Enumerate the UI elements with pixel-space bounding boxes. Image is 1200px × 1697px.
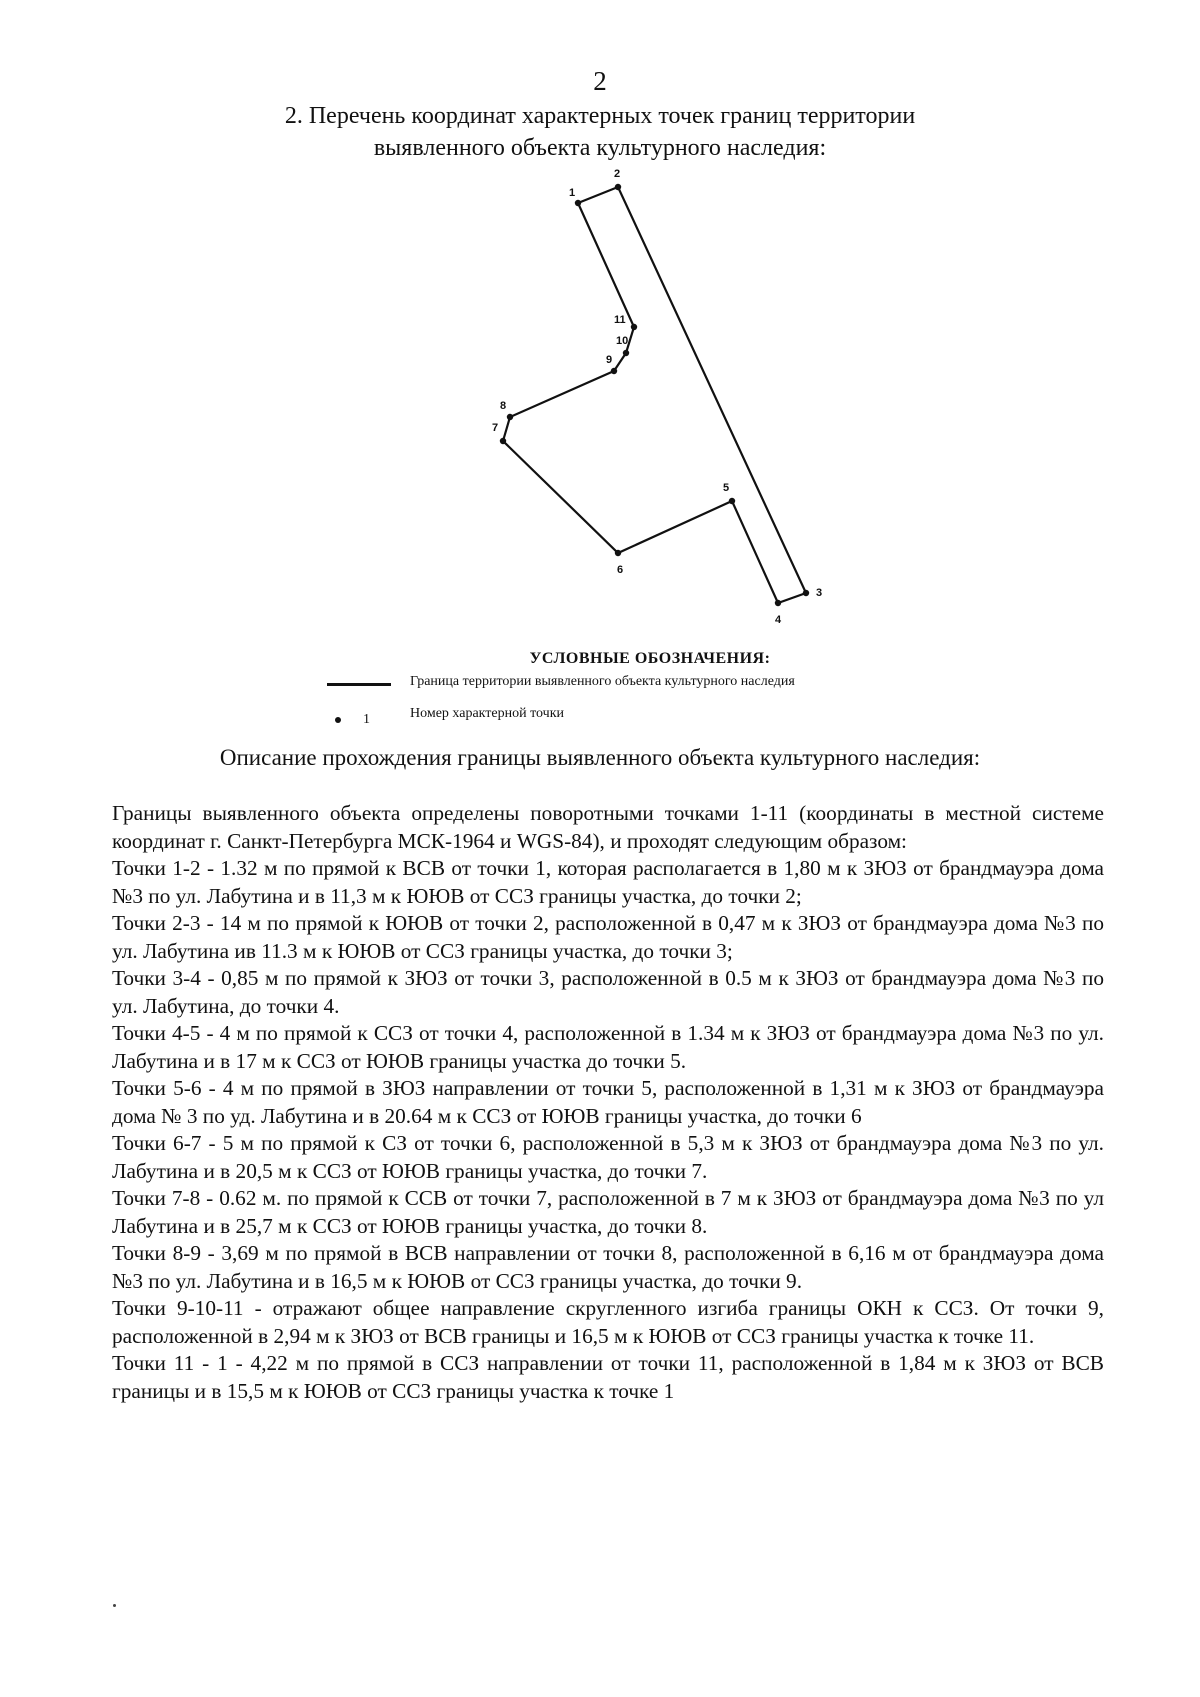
boundary-point-dot [615,184,621,190]
boundary-line [503,187,806,603]
boundary-point-label: 5 [723,482,730,494]
legend-boundary-symbol [327,683,391,686]
boundary-point-label: 7 [492,422,499,434]
page-number: 2 [593,66,607,96]
description-paragraph: Точки 7-8 - 0.62 м. по прямой к ССВ от точки 7, расположенной в 7 м к ЗЮЗ от брандмауэра дома №3 по ул Лабутина и в 25,7 м к ССЗ от ЮЮВ границы участка, до точки 8. [112,1186,1104,1238]
boundary-point-dot [803,590,809,596]
legend-point-symbol [335,712,370,728]
legend-boundary-label: Граница территории выявленного объекта культурного наследия [410,674,795,689]
description-paragraph: Точки 3-4 - 0,85 м по прямой к ЗЮЗ от точки 3, расположенной в 0.5 м к ЗЮЗ от брандмауэра дома №3 по ул. Лабутина, до точки 4. [112,966,1104,1018]
boundary-points [492,168,822,626]
boundary-point-dot [611,368,617,374]
description-title: Описание прохождения границы выявленного объекта культурного наследия: [219,745,981,770]
legend-point-number: 1 [363,712,370,727]
heading-line-1: 2. Перечень координат характерных точек границ территории [284,103,916,129]
boundary-point-label: 10 [616,335,629,347]
description-paragraph: Точки 5-6 - 4 м по прямой в ЗЮЗ направлении от точки 5, расположенной в 1,31 м к ЗЮЗ от брандмауэра дома № 3 по уд. Лабутина и в 20.64 м к ССЗ от ЮЮВ границы участка, до точки 6 [112,1076,1104,1128]
boundary-point-label: 2 [614,168,621,180]
boundary-point-label: 3 [816,587,823,599]
description-paragraph: Точки 11 - 1 - 4,22 м по прямой в ССЗ направлении от точки 11, расположенной в 1,84 м к ЗЮЗ от ВСВ границы и в 15,5 м к ЮЮВ от ССЗ границы участка к точке 1 [112,1351,1104,1403]
description-paragraph: Точки 1-2 - 1.32 м по прямой к ВСВ от точки 1, которая располагается в 1,80 м к ЗЮЗ от брандмауэра дома №3 по ул. Лабутина и в 11,3 м к ЮЮВ от ССЗ границы участка, до точки 2; [112,856,1104,908]
description-paragraph: Точки 4-5 - 4 м по прямой к ССЗ от точки 4, расположенной в 1.34 м к ЗЮЗ от брандмауэра дома №3 по ул. Лабутина и в 17 м к ССЗ от ЮЮВ границы участка до точки 5. [112,1021,1104,1073]
description-paragraph: Точки 9-10-11 - отражают общее направление скругленного изгиба границы ОКН к ССЗ. От точки 9, расположенной в 2,94 м к ЗЮЗ от ВСВ границы и 16,5 м к ЮЮВ от ССЗ границы участка к точке 11. [112,1296,1104,1348]
legend-point-label: Номер характерной точки [410,706,564,721]
legend-point-dot [335,717,341,723]
boundary-point-dot [615,550,621,556]
boundary-point-dot [775,600,781,606]
boundary-point-label: 9 [606,354,613,366]
heading-line-2: выявленного объекта культурного наследия: [373,135,827,161]
boundary-point-dot [623,350,629,356]
description-paragraph: Точки 2-3 - 14 м по прямой к ЮЮВ от точки 2, расположенной в 0,47 м к ЗЮЗ от брандмауэра дома №3 по ул. Лабутина ив 11.3 м к ЮЮВ от ССЗ границы участка, до точки 3; [112,911,1104,963]
boundary-point-label: 11 [614,314,626,326]
boundary-plan [0,0,1200,640]
description-paragraph: Точки 6-7 - 5 м по прямой к СЗ от точки 6, расположенной в 5,3 м к ЗЮЗ от брандмауэра дома №3 по ул. Лабутина и в 20,5 м к ССЗ от ЮЮВ границы участка, до точки 7. [112,1131,1104,1183]
boundary-point-dot [729,498,735,504]
boundary-point-label: 6 [617,564,624,576]
description-paragraph: Точки 8-9 - 3,69 м по прямой в ВСВ направлении от точки 8, расположенной в 6,16 м от брандмауэра дома №3 по ул. Лабутина и в 16,5 м к ЮЮВ от ССЗ границы участка, до точки 9. [112,1241,1104,1293]
boundary-point-label: 8 [500,400,507,412]
boundary-point-label: 4 [775,614,782,626]
boundary-point-dot [575,200,581,206]
boundary-point-dot [631,324,637,330]
description-paragraph: Границы выявленного объекта определены поворотными точками 1-11 (координаты в местной системе координат г. Санкт-Петербурга МСК-1964 и WGS-84), и проходят следующим образом: [112,801,1104,853]
legend-title: УСЛОВНЫЕ ОБОЗНАЧЕНИЯ: [529,650,771,667]
description-body [112,800,1104,1405]
boundary-point-label: 1 [569,187,576,199]
boundary-point-dot [507,414,513,420]
boundary-point-dot [500,438,506,444]
scan-speck [113,1604,116,1607]
